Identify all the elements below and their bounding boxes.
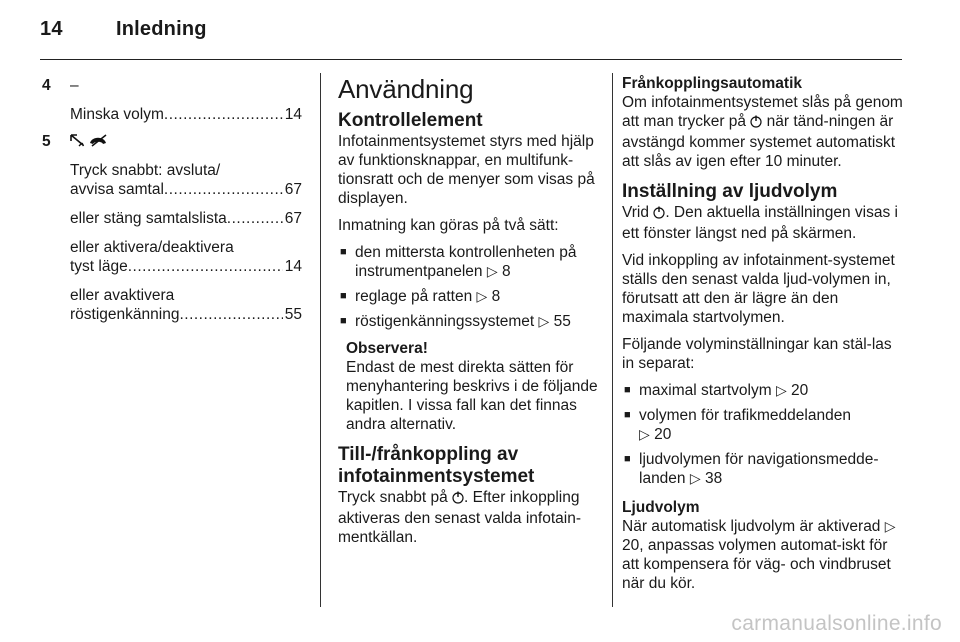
page-header [40, 18, 207, 41]
note-title: Observera! [346, 340, 428, 357]
paragraph: Följande volyminställningar kan stäl-las in separat: [622, 336, 892, 372]
bullet-list [338, 243, 604, 331]
ref-arrow-icon: ▷ [884, 518, 896, 534]
page-ref[interactable]: 20 [791, 382, 809, 399]
page-ref[interactable]: 20 [654, 426, 672, 443]
page-title: Inledning [116, 18, 207, 40]
ref-arrow-icon: ▷ [775, 382, 787, 398]
mute-end-call-icon [70, 132, 302, 151]
page-ref[interactable]: 14 [284, 258, 302, 275]
ref-arrow-icon: ▷ [486, 263, 498, 279]
note-box [338, 339, 604, 434]
paragraph: Vrid . Den aktuella inställningen visas i ett fönster längst ned på skärmen. [622, 204, 898, 242]
page-number: 14 [40, 18, 63, 40]
bullet-icon: ■ [624, 409, 631, 421]
bullet-icon: ■ [340, 246, 347, 258]
toc-line: eller stäng samtalslista ..... 67 [70, 209, 302, 228]
paragraph: Vid inkoppling av infotainment-systemet ställs den senast valda ljud-volymen in, förutsatt att den är lägre än den maximala startvolymen. [622, 252, 895, 326]
list-item: ■ den mittersta kontrollenheten på instrumentpanelen ▷ 8 [340, 244, 577, 280]
toc-line: eller aktivera/deaktivera tyst läge ..... 14 [70, 238, 302, 276]
page-ref[interactable]: 55 [553, 313, 571, 330]
page-ref[interactable]: 67 [284, 210, 302, 227]
power-icon [452, 490, 464, 509]
section-heading: Kontrollelement [338, 110, 483, 131]
page-ref[interactable]: 8 [501, 263, 511, 280]
bullet-list [622, 381, 905, 488]
paragraph: Om infotainmentsystemet slås på genom att man trycker på när tänd-ningen är avstängd kommer systemet automatiskt att slås av igen efter 10 minuter. [622, 94, 903, 170]
toc-line: Minska volym ..... 14 [70, 105, 302, 124]
minus-symbol: – [70, 77, 79, 94]
power-icon [750, 114, 762, 133]
page-ref[interactable]: 55 [284, 306, 302, 323]
page-ref[interactable]: 38 [704, 470, 723, 487]
list-item: ■ röstigenkänningssystemet ▷ 55 [340, 313, 571, 330]
column-3 [622, 74, 905, 601]
page-ref[interactable]: 20 [622, 537, 640, 554]
entry-key: 5 [42, 133, 51, 150]
bullet-icon: ■ [624, 453, 631, 465]
paragraph: När automatisk ljudvolym är aktiverad ▷ 20, anpassas volymen automat-iskt för att kompensera för väg- och vindbruset när du kör. [622, 518, 896, 592]
subsection-heading: Frånkopplingsautomatik [622, 75, 802, 92]
toc-line: eller avaktivera röstigenkänning ..... 55 [70, 286, 302, 324]
list-item: ■ maximal startvolym ▷ 20 [624, 382, 809, 399]
bullet-icon: ■ [340, 315, 347, 327]
ref-arrow-icon: ▷ [639, 426, 650, 442]
header-rule [40, 59, 902, 60]
chapter-title: Användning [338, 74, 474, 104]
entry-4 [40, 76, 302, 124]
entry-key: 4 [42, 77, 51, 94]
watermark: carmanualsonline.info [731, 612, 942, 635]
entry-5 [40, 132, 302, 324]
section-heading: Till-/frånkoppling av infotainmentsystemet [338, 444, 535, 487]
list-item: ■ ljudvolymen för navigationsmedde-landen ▷ 38 [624, 451, 879, 487]
page-ref[interactable]: 8 [491, 288, 501, 305]
column-divider-1 [320, 73, 321, 607]
subsection-heading: Ljudvolym [622, 499, 700, 516]
list-item: ■ reglage på ratten ▷ 8 [340, 288, 501, 305]
note-text: Endast de mest direkta sätten för menyhantering beskrivs i de följande kapitlen. I vissa fall kan det finnas andra alternativ. [346, 359, 598, 433]
bullet-icon: ■ [340, 290, 347, 302]
paragraph: Tryck snabbt på . Efter inkoppling aktiveras den senast valda infotain-mentkällan. [338, 489, 581, 546]
page-ref[interactable]: 14 [284, 106, 302, 123]
page-ref[interactable]: 67 [284, 181, 302, 198]
power-icon [653, 205, 665, 224]
column-2 [338, 74, 604, 555]
column-divider-2 [612, 73, 613, 607]
ref-arrow-icon: ▷ [689, 470, 701, 486]
paragraph: Inmatning kan göras på två sätt: [338, 217, 559, 234]
bullet-icon: ■ [624, 384, 631, 396]
ref-arrow-icon: ▷ [476, 288, 488, 304]
column-1 [40, 76, 302, 324]
list-item: ■ volymen för trafikmeddelanden ▷ 20 [624, 407, 851, 443]
section-heading: Inställning av ljudvolym [622, 181, 838, 202]
toc-line: Tryck snabbt: avsluta/ avvisa samtal ..... 67 [70, 161, 302, 199]
ref-arrow-icon: ▷ [538, 313, 550, 329]
paragraph: Infotainmentsystemet styrs med hjälp av funktionsknappar, en multifunk-tionsratt och de menyer som visas på displayen. [338, 133, 595, 207]
